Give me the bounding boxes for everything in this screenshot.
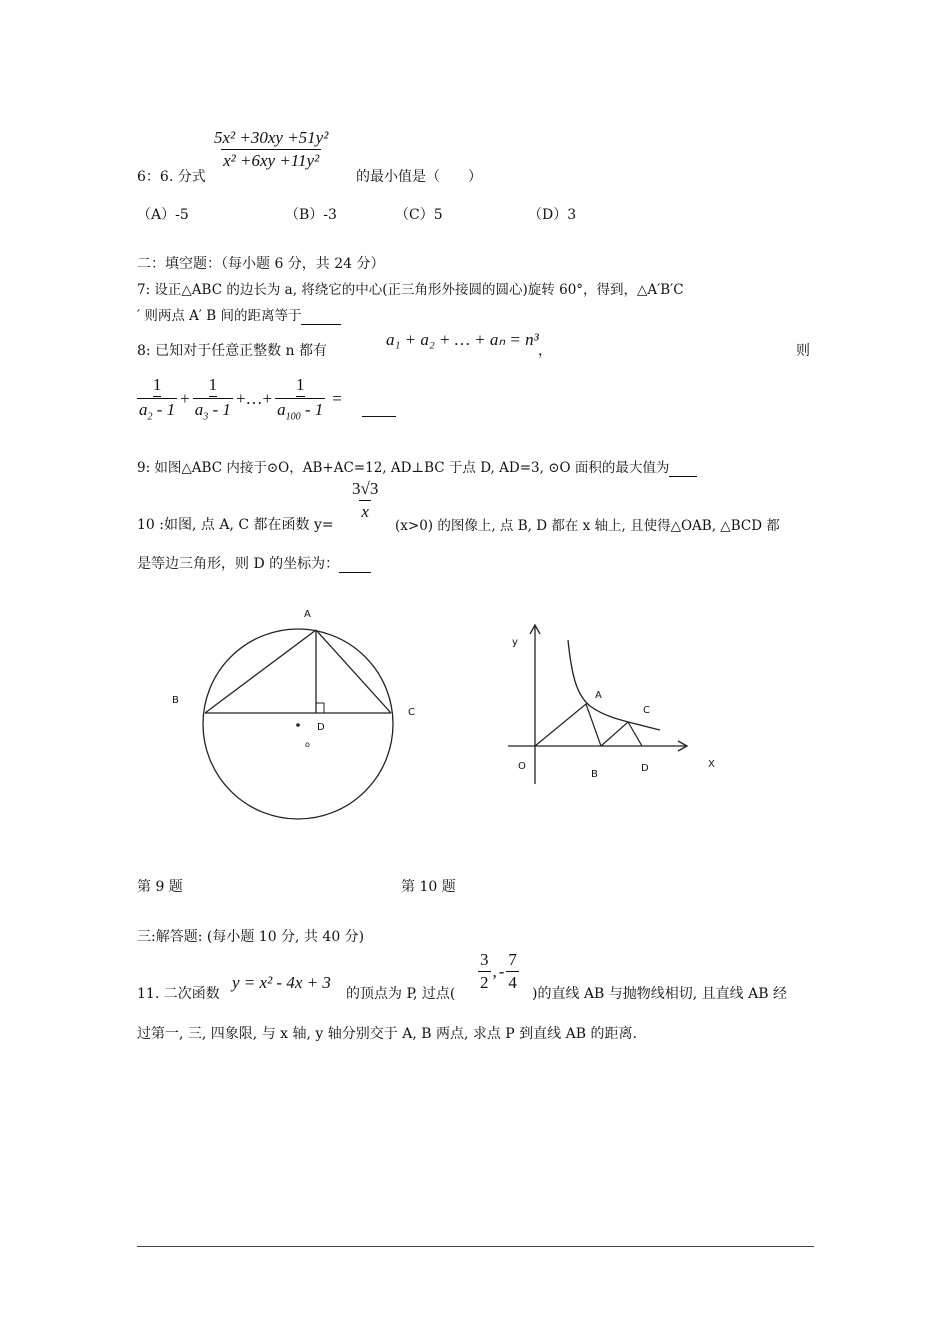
q6-suffix: 的最小值是（ ） <box>356 169 482 185</box>
q9-answer-blank <box>669 460 697 477</box>
q8-comma: ， <box>538 343 552 359</box>
q11-point <box>478 950 519 993</box>
figure-9-caption: 第 9 题 <box>137 879 183 895</box>
q11-point-y-num: 7 <box>508 950 517 969</box>
q10-function-fraction <box>350 479 380 522</box>
q10-prefix: 10 :如图, 点 A, C 都在函数 y= <box>137 517 334 533</box>
q11-point-sep: , <box>492 961 497 981</box>
q11-point-y-den: 4 <box>508 973 517 992</box>
fig9-label-b: B <box>172 695 179 706</box>
figure-10-caption: 第 10 题 <box>401 879 456 895</box>
segment-ab <box>205 630 316 713</box>
q6-fraction <box>212 128 330 171</box>
q8-sum-expression: a₁ + a₂ + … + aₙ = n³ <box>386 330 539 349</box>
section2-heading: 二：填空题：（每小题 6 分，共 24 分） <box>137 256 385 272</box>
q11-quadratic: y = x² - 4x + 3 <box>232 973 331 992</box>
q9-text: 9: 如图△ABC 内接于⊙O，AB+AC=12, AD⊥BC 于点 D, AD=3, ⊙O 面积的最大值为 <box>137 460 670 476</box>
q10-suffix: (x>0) 的图像上, 点 B, D 都在 x 轴上, 且使得△OAB, △BCD 都 <box>395 518 780 534</box>
figure-9-diagram <box>160 600 430 860</box>
fig10-label-c: C <box>643 705 650 716</box>
q6-option-c: （C）5 <box>395 207 443 223</box>
fig9-label-c: C <box>408 707 415 718</box>
q7-line2: ′ 则两点 A′ B 间的距离等于 <box>137 308 302 324</box>
hyperbola-curve <box>568 640 660 730</box>
q8-prefix: 8: 已知对于任意正整数 n 都有 <box>137 343 327 359</box>
q9-line-wrap <box>137 456 697 477</box>
fig9-label-a: A <box>304 609 311 620</box>
fig10-label-a: A <box>595 690 602 701</box>
q6-denominator: x² +6xy +11y² <box>223 151 320 170</box>
triangle-oab <box>535 704 601 746</box>
q10-func-numerator: 3√3 <box>352 479 379 498</box>
fig9-label-d: D <box>317 722 325 733</box>
q10-func-denominator: x <box>361 502 369 521</box>
fig10-label-b: B <box>591 769 598 780</box>
segment-ac <box>316 630 391 713</box>
fig10-label-x: X <box>708 759 715 770</box>
q11-point-x-den: 2 <box>480 973 489 992</box>
q6-option-b: （B）-3 <box>285 207 337 223</box>
q11-line2: 过第一, 三, 四象限, 与 x 轴, y 轴分别交于 A, B 两点, 求点 P 到直线 AB 的距离. <box>137 1026 637 1042</box>
q6-option-d: （D）3 <box>528 207 577 223</box>
q11-prefix: 11. 二次函数 <box>137 986 220 1002</box>
q8-then: 则 <box>796 343 810 359</box>
q10-line2: 是等边三角形，则 D 的坐标为： <box>137 556 340 572</box>
q6-numerator: 5x² +30xy +51y² <box>214 128 329 147</box>
q8-reciprocal-sum: $\frac{1}{a_2 - 1}$ + $\frac{1}{a_3 - 1}$ +…+ $\frac{1}{a_{100} - 1}$ = <box>139 375 342 423</box>
q11-mid: 的顶点为 P, 过点( <box>346 986 456 1002</box>
fig10-label-y: y <box>512 637 518 648</box>
q11-suffix: )的直线 AB 与抛物线相切, 且直线 AB 经 <box>532 986 787 1002</box>
fig9-label-o: o <box>305 740 310 749</box>
section3-heading: 三:解答题: (每小题 10 分, 共 40 分) <box>137 929 365 945</box>
q6-option-a: （A）-5 <box>137 207 189 223</box>
q11-point-y-sign: - <box>498 961 505 981</box>
q8-answer-blank <box>362 416 396 417</box>
triangle-bcd <box>601 722 642 746</box>
fig10-label-d: D <box>641 763 649 774</box>
q7-answer-blank <box>301 308 341 325</box>
right-angle-mark <box>316 703 324 713</box>
footer-divider <box>137 1246 814 1247</box>
q7-line1: 7: 设正△ABC 的边长为 a, 将绕它的中心(正三角形外接圆的圆心)旋转 60°，得到，△A′B′C <box>137 282 684 298</box>
q10-answer-blank <box>339 556 371 573</box>
center-point <box>296 723 300 727</box>
figure-10-diagram <box>500 620 730 790</box>
q7-line2-wrap <box>137 304 341 325</box>
q8-equals: = <box>332 388 342 408</box>
q10-line2-wrap <box>137 553 371 573</box>
q6-prefix: 6：6. 分式 <box>137 169 206 185</box>
q11-point-x-num: 3 <box>480 950 489 969</box>
fig10-label-o: O <box>518 761 526 772</box>
